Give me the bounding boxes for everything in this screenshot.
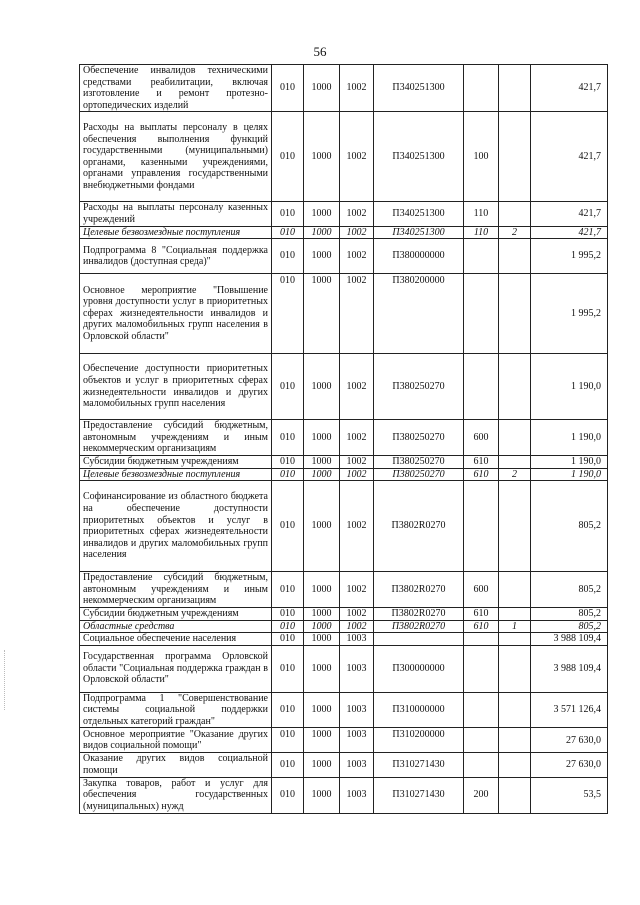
code-cell-c6 [499,112,531,202]
amount-cell: 3 988 109,4 [531,645,608,692]
code-cell-c6 [499,274,531,354]
code-cell-c1: 010 [272,354,304,420]
amount-cell: 27 630,0 [531,728,608,753]
table-row [80,65,608,112]
code-cell-c6 [499,65,531,112]
table-row [80,239,608,274]
code-cell-c5: 110 [464,226,499,239]
code-cell-c5 [464,274,499,354]
code-cell-c2: 1000 [304,572,340,608]
page-edge-mark [4,650,7,710]
code-cell-c1: 010 [272,753,304,777]
row-name-cell: Целевые безвозмездные поступления [80,226,272,239]
amount-cell: 805,2 [531,620,608,633]
code-cell-c6 [499,633,531,646]
amount-cell: 1 995,2 [531,274,608,354]
code-cell-c6: 2 [499,226,531,239]
code-cell-c1: 010 [272,777,304,813]
row-name-cell: Обеспечение доступности приоритетных объектов и услуг в приоритетных сферах жизнедеятельности инвалидов и других маломобильных групп населения [80,354,272,420]
code-cell-c5 [464,239,499,274]
amount-cell: 53,5 [531,777,608,813]
code-cell-c2: 1000 [304,239,340,274]
code-cell-c4: П380250270 [374,468,464,481]
code-cell-c5 [464,645,499,692]
code-cell-c6 [499,692,531,728]
code-cell-c5: 610 [464,620,499,633]
code-cell-c2: 1000 [304,777,340,813]
code-cell-c5 [464,481,499,572]
row-name-cell: Субсидии бюджетным учреждениям [80,607,272,620]
code-cell-c1: 010 [272,274,304,354]
table-row [80,692,608,728]
code-cell-c1: 010 [272,633,304,646]
code-cell-c3: 1002 [340,112,374,202]
code-cell-c5: 100 [464,112,499,202]
table-row [80,354,608,420]
code-cell-c5: 600 [464,420,499,456]
amount-cell: 421,7 [531,65,608,112]
amount-cell: 805,2 [531,481,608,572]
row-name-cell: Субсидии бюджетным учреждениям [80,455,272,468]
row-name-cell: Основное мероприятие "Повышение уровня доступности услуг в приоритетных сферах жизнедеятельности инвалидов и других маломобильных групп населения в Орловской области" [80,274,272,354]
table-row [80,645,608,692]
amount-cell: 421,7 [531,202,608,226]
amount-cell: 27 630,0 [531,753,608,777]
code-cell-c6 [499,420,531,456]
code-cell-c5 [464,65,499,112]
code-cell-c6 [499,202,531,226]
code-cell-c3: 1003 [340,728,374,753]
code-cell-c4: П3802R0270 [374,620,464,633]
code-cell-c3: 1002 [340,226,374,239]
code-cell-c3: 1003 [340,777,374,813]
amount-cell: 1 190,0 [531,420,608,456]
code-cell-c2: 1000 [304,420,340,456]
code-cell-c1: 010 [272,728,304,753]
amount-cell: 1 190,0 [531,468,608,481]
code-cell-c5: 600 [464,572,499,608]
table-row [80,455,608,468]
code-cell-c1: 010 [272,65,304,112]
code-cell-c5: 610 [464,468,499,481]
code-cell-c4 [374,633,464,646]
code-cell-c2: 1000 [304,481,340,572]
row-name-cell: Софинансирование из областного бюджета на обеспечение доступности приоритетных объектов и услуг в приоритетных сферах жизнедеятельности инвалидов и других маломобильных групп населения [80,481,272,572]
code-cell-c6 [499,239,531,274]
row-name-cell: Расходы на выплаты персоналу в целях обеспечения выполнения функций государственными (муниципальными) органами, казенными учреждениями, органами управления государственными внебюджетными фондами [80,112,272,202]
code-cell-c5 [464,692,499,728]
code-cell-c2: 1000 [304,65,340,112]
code-cell-c5 [464,753,499,777]
code-cell-c2: 1000 [304,692,340,728]
code-cell-c2: 1000 [304,607,340,620]
code-cell-c3: 1002 [340,420,374,456]
code-cell-c4: П310271430 [374,777,464,813]
amount-cell: 805,2 [531,607,608,620]
code-cell-c6: 1 [499,620,531,633]
code-cell-c4: П380000000 [374,239,464,274]
table-row [80,620,608,633]
row-name-cell: Целевые безвозмездные поступления [80,468,272,481]
code-cell-c4: П340251300 [374,226,464,239]
code-cell-c3: 1003 [340,692,374,728]
table-row [80,202,608,226]
code-cell-c4: П310200000 [374,728,464,753]
code-cell-c6 [499,728,531,753]
code-cell-c5 [464,354,499,420]
code-cell-c1: 010 [272,420,304,456]
code-cell-c4: П3802R0270 [374,607,464,620]
code-cell-c1: 010 [272,692,304,728]
row-name-cell: Основное мероприятие "Оказание других видов социальной помощи" [80,728,272,753]
table-row [80,607,608,620]
code-cell-c3: 1002 [340,239,374,274]
code-cell-c1: 010 [272,481,304,572]
code-cell-c4: П3802R0270 [374,572,464,608]
code-cell-c5: 110 [464,202,499,226]
code-cell-c6 [499,455,531,468]
row-name-cell: Предоставление субсидий бюджетным, автономным учреждениям и иным некоммерческим организациям [80,572,272,608]
code-cell-c3: 1002 [340,274,374,354]
code-cell-c2: 1000 [304,112,340,202]
page-number: 56 [313,44,327,59]
code-cell-c5 [464,728,499,753]
row-name-cell: Оказание других видов социальной помощи [80,753,272,777]
table-row [80,481,608,572]
code-cell-c4: П380250270 [374,420,464,456]
code-cell-c1: 010 [272,239,304,274]
table-row [80,226,608,239]
row-name-cell: Обеспечение инвалидов техническими средствами реабилитации, включая изготовление и ремонт протезно-ортопедических изделий [80,65,272,112]
table-row [80,633,608,646]
code-cell-c3: 1002 [340,607,374,620]
amount-cell: 3 571 126,4 [531,692,608,728]
code-cell-c2: 1000 [304,645,340,692]
code-cell-c3: 1003 [340,753,374,777]
table-row [80,728,608,753]
code-cell-c2: 1000 [304,354,340,420]
code-cell-c6 [499,753,531,777]
code-cell-c3: 1003 [340,645,374,692]
code-cell-c2: 1000 [304,753,340,777]
code-cell-c2: 1000 [304,226,340,239]
code-cell-c3: 1002 [340,481,374,572]
code-cell-c6 [499,572,531,608]
code-cell-c5: 610 [464,455,499,468]
code-cell-c4: П340251300 [374,65,464,112]
code-cell-c5 [464,633,499,646]
table-body [80,65,608,814]
code-cell-c3: 1002 [340,65,374,112]
code-cell-c6: 2 [499,468,531,481]
table-row [80,753,608,777]
code-cell-c2: 1000 [304,202,340,226]
code-cell-c6 [499,607,531,620]
code-cell-c1: 010 [272,455,304,468]
amount-cell: 1 190,0 [531,354,608,420]
code-cell-c4: П310271430 [374,753,464,777]
code-cell-c4: П380200000 [374,274,464,354]
code-cell-c4: П380250270 [374,455,464,468]
amount-cell: 421,7 [531,112,608,202]
code-cell-c2: 1000 [304,728,340,753]
code-cell-c1: 010 [272,468,304,481]
code-cell-c1: 010 [272,607,304,620]
table-row [80,420,608,456]
table-row [80,274,608,354]
table-row [80,777,608,813]
code-cell-c6 [499,777,531,813]
code-cell-c1: 010 [272,620,304,633]
code-cell-c4: П340251300 [374,202,464,226]
code-cell-c2: 1000 [304,633,340,646]
code-cell-c6 [499,481,531,572]
budget-table [79,64,608,814]
code-cell-c3: 1002 [340,620,374,633]
code-cell-c4: П3802R0270 [374,481,464,572]
row-name-cell: Государственная программа Орловской области "Социальная поддержка граждан в Орловской области" [80,645,272,692]
row-name-cell: Подпрограмма 1 "Совершенствование системы социальной поддержки отдельных категорий граждан" [80,692,272,728]
code-cell-c6 [499,354,531,420]
amount-cell: 3 988 109,4 [531,633,608,646]
amount-cell: 1 190,0 [531,455,608,468]
code-cell-c3: 1002 [340,455,374,468]
row-name-cell: Социальное обеспечение населения [80,633,272,646]
code-cell-c5: 200 [464,777,499,813]
code-cell-c1: 010 [272,645,304,692]
code-cell-c5: 610 [464,607,499,620]
code-cell-c3: 1002 [340,468,374,481]
code-cell-c2: 1000 [304,455,340,468]
row-name-cell: Расходы на выплаты персоналу казенных учреждений [80,202,272,226]
code-cell-c4: П380250270 [374,354,464,420]
code-cell-c2: 1000 [304,468,340,481]
code-cell-c6 [499,645,531,692]
code-cell-c3: 1003 [340,633,374,646]
code-cell-c2: 1000 [304,620,340,633]
code-cell-c1: 010 [272,202,304,226]
table-row [80,112,608,202]
amount-cell: 421,7 [531,226,608,239]
table-row [80,468,608,481]
code-cell-c3: 1002 [340,354,374,420]
row-name-cell: Областные средства [80,620,272,633]
table-row [80,572,608,608]
amount-cell: 805,2 [531,572,608,608]
code-cell-c4: П300000000 [374,645,464,692]
row-name-cell: Закупка товаров, работ и услуг для обеспечения государственных (муниципальных) нужд [80,777,272,813]
code-cell-c3: 1002 [340,202,374,226]
code-cell-c3: 1002 [340,572,374,608]
code-cell-c1: 010 [272,112,304,202]
code-cell-c1: 010 [272,226,304,239]
code-cell-c4: П310000000 [374,692,464,728]
code-cell-c4: П340251300 [374,112,464,202]
row-name-cell: Предоставление субсидий бюджетным, автономным учреждениям и иным некоммерческим организациям [80,420,272,456]
code-cell-c2: 1000 [304,274,340,354]
code-cell-c1: 010 [272,572,304,608]
amount-cell: 1 995,2 [531,239,608,274]
row-name-cell: Подпрограмма 8 "Социальная поддержка инвалидов (доступная среда)" [80,239,272,274]
